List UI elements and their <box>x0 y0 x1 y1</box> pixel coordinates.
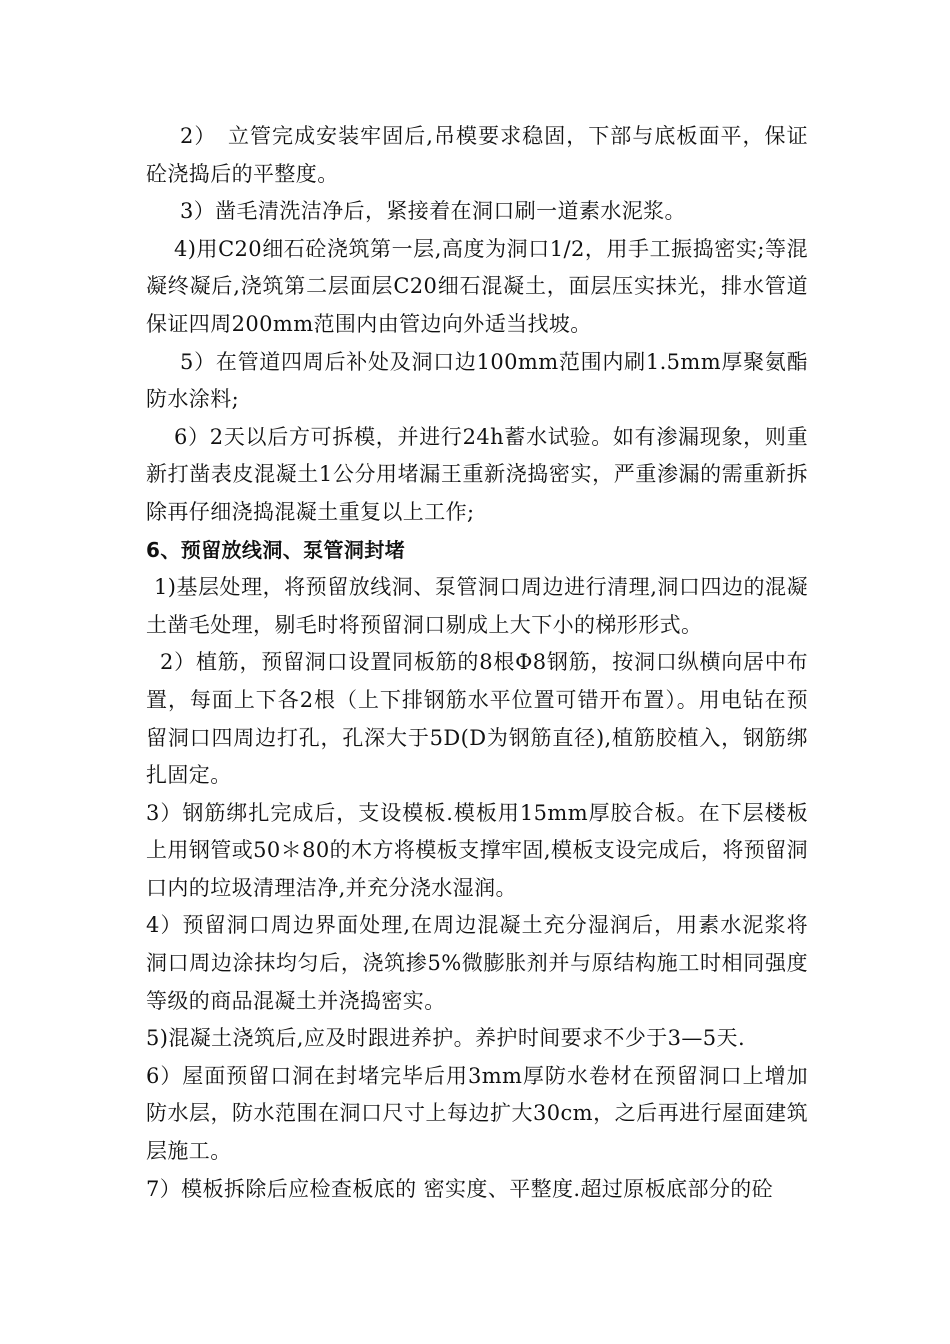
paragraph-step-6-water-test: 6）2天以后方可拆模，并进行24h蓄水试验。如有渗漏现象，则重新打凿表皮混凝土1公分用堵漏王重新浇捣密实，严重渗漏的需重新拆除再仔细浇捣混凝土重复以上工作; <box>146 424 808 524</box>
paragraph-step-4-pouring: 4)用C20细石砼浇筑第一层,高度为洞口1/2，用手工振捣密实;等混凝终凝后,浇筑第二层面层C20细石混凝土，面层压实抹光，排水管道保证四周200mm范围内由管边向外适当找坡。 <box>146 236 808 336</box>
section-heading: 6、预留放线洞、泵管洞封堵 <box>146 537 406 562</box>
paragraph-step-5-waterproofing: 5）在管道四周后补处及洞口边100mm范围内刷1.5mm厚聚氨酯防水涂料; <box>146 349 808 412</box>
paragraph-step-2-hanging-form: 2） 立管完成安装牢固后,吊模要求稳固，下部与底板面平，保证砼浇捣后的平整度。 <box>146 124 808 186</box>
paragraph-formwork: 3）钢筋绑扎完成后，支设模板.模板用15mm厚胶合板。在下层楼板上用钢管或50＊80的木方将模板支撑牢固,模板支设完成后，将预留洞口内的垃圾清理洁净,并充分浇水湿润。 <box>146 800 808 900</box>
paragraph-base-treatment: 1)基层处理，将预留放线洞、泵管洞口周边进行清理,洞口四边的混凝土凿毛处理，剔毛时将预留洞口剔成上大下小的梯形形式。 <box>146 575 808 637</box>
paragraph-roof-waterproofing: 6）屋面预留口洞在封堵完毕后用3mm厚防水卷材在预留洞口上增加防水层，防水范围在洞口尺寸上每边扩大30cm，之后再进行屋面建筑层施工。 <box>146 1063 808 1164</box>
paragraph-form-removal: 7）模板拆除后应检查板底的 密实度、平整度.超过原板底部分的砼 <box>146 1176 774 1201</box>
paragraph-rebar-planting: 2）植筋，预留洞口设置同板筋的8根Φ8钢筋，按洞口纵横向居中布置，每面上下各2根（上下排钢筋水平位置可错开布置）。用电钻在预留洞口四周边打孔，孔深大于5D(D为钢筋直径),植筋胶植入，钢筋绑扎固定。 <box>146 650 808 788</box>
paragraph-interface-treatment: 4）预留洞口周边界面处理,在周边混凝土充分湿润后，用素水泥浆将洞口周边涂抹均匀后，浇筑掺5%微膨胀剂并与原结构施工时相同强度等级的商品混凝土并浇捣密实。 <box>146 913 808 1013</box>
paragraph-step-3-chiseling: 3）凿毛清洗洁净后，紧接着在洞口刷一道素水泥浆。 <box>180 199 686 224</box>
document-body <box>146 118 808 1208</box>
paragraph-curing: 5)混凝土浇筑后,应及时跟进养护。养护时间要求不少于3—5天. <box>146 1026 746 1051</box>
